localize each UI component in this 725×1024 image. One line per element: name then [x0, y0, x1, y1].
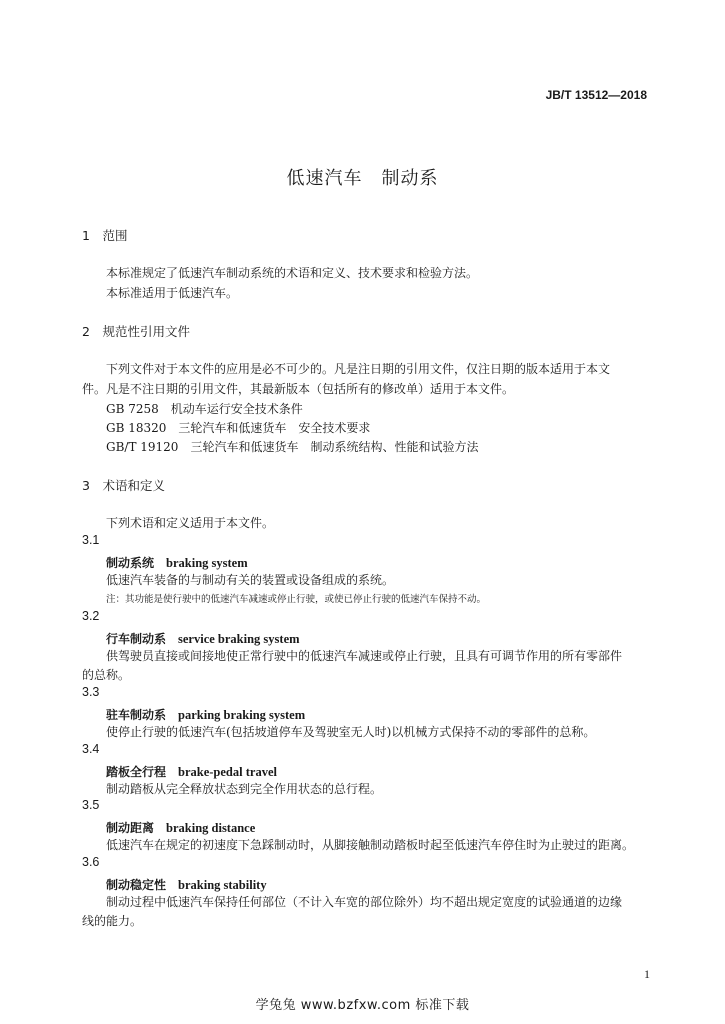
scope-paragraph-2: 本标准适用于低速汽车。	[106, 286, 239, 300]
term-title	[106, 552, 248, 571]
term-en: braking distance	[166, 821, 256, 835]
term-definition-line-2: 线的能力。	[82, 914, 143, 928]
term-number: 3.6	[82, 855, 100, 869]
term-zh: 制动距离	[106, 821, 155, 835]
term-definition: 制动踏板从完全释放状态到完全作用状态的总行程。	[106, 782, 383, 796]
term-definition-line-1: 供驾驶员直接或间接地使正常行驶中的低速汽车减速或停止行驶，且具有可调节作用的所有零部件	[106, 649, 623, 663]
term-number: 3.1	[82, 533, 100, 547]
term-zh: 踏板全行程	[106, 765, 167, 779]
term-zh: 制动稳定性	[106, 878, 167, 892]
term-note: 注：其功能是使行驶中的低速汽车减速或停止行驶，或使已停止行驶的低速汽车保持不动。	[106, 594, 487, 605]
refs-paragraph-line-2: 件。凡是不注日期的引用文件，其最新版本（包括所有的修改单）适用于本文件。	[82, 382, 515, 396]
term-en: brake-pedal travel	[178, 765, 277, 779]
term-zh: 行车制动系	[106, 632, 167, 646]
ref-item: GB 18320 三轮汽车和低速货车 安全技术要求	[106, 421, 371, 435]
footer-watermark[interactable]: 学兔兔 www.bzfxw.com 标准下载	[255, 998, 470, 1013]
term-title	[106, 704, 305, 723]
term-zh: 制动系统	[106, 556, 155, 570]
term-number: 3.4	[82, 742, 100, 756]
term-zh: 驻车制动系	[106, 708, 167, 722]
section-1-heading: 1 范围	[82, 228, 128, 243]
term-definition-line-2: 的总称。	[82, 668, 131, 682]
term-en: parking braking system	[178, 708, 306, 722]
term-definition-line-1: 制动过程中低速汽车保持任何部位（不计入车宽的部位除外）均不超出规定宽度的试验通道的边缘	[106, 895, 623, 909]
term-number: 3.5	[82, 798, 100, 812]
term-title	[106, 817, 255, 836]
ref-item: GB 7258 机动车运行安全技术条件	[106, 402, 303, 416]
page-number: 1	[644, 967, 650, 981]
term-title	[106, 628, 300, 647]
term-en: service braking system	[178, 632, 300, 646]
term-en: braking stability	[178, 878, 267, 892]
term-definition: 使停止行驶的低速汽车(包括坡道停车及驾驶室无人时)以机械方式保持不动的零部件的总称。	[106, 725, 596, 739]
scope-paragraph-1: 本标准规定了低速汽车制动系统的术语和定义、技术要求和检验方法。	[106, 266, 479, 280]
term-title	[106, 761, 277, 780]
term-number: 3.3	[82, 685, 100, 699]
term-number: 3.2	[82, 609, 100, 623]
ref-item: GB/T 19120 三轮汽车和低速货车 制动系统结构、性能和试验方法	[106, 440, 479, 454]
term-en: braking system	[166, 556, 248, 570]
terms-intro: 下列术语和定义适用于本文件。	[106, 516, 275, 530]
term-title	[106, 874, 267, 893]
document-title: 低速汽车 制动系	[286, 168, 439, 189]
section-2-heading: 2 规范性引用文件	[82, 324, 190, 339]
section-3-heading: 3 术语和定义	[82, 478, 165, 493]
refs-paragraph-line-1: 下列文件对于本文件的应用是必不可少的。凡是注日期的引用文件，仅注日期的版本适用于本文	[106, 362, 611, 376]
standard-code: JB/T 13512—2018	[545, 88, 647, 102]
term-definition: 低速汽车装备的与制动有关的装置或设备组成的系统。	[106, 573, 395, 587]
term-definition: 低速汽车在规定的初速度下急踩制动时，从脚接触制动踏板时起至低速汽车停住时为止驶过的距离。	[106, 838, 635, 852]
